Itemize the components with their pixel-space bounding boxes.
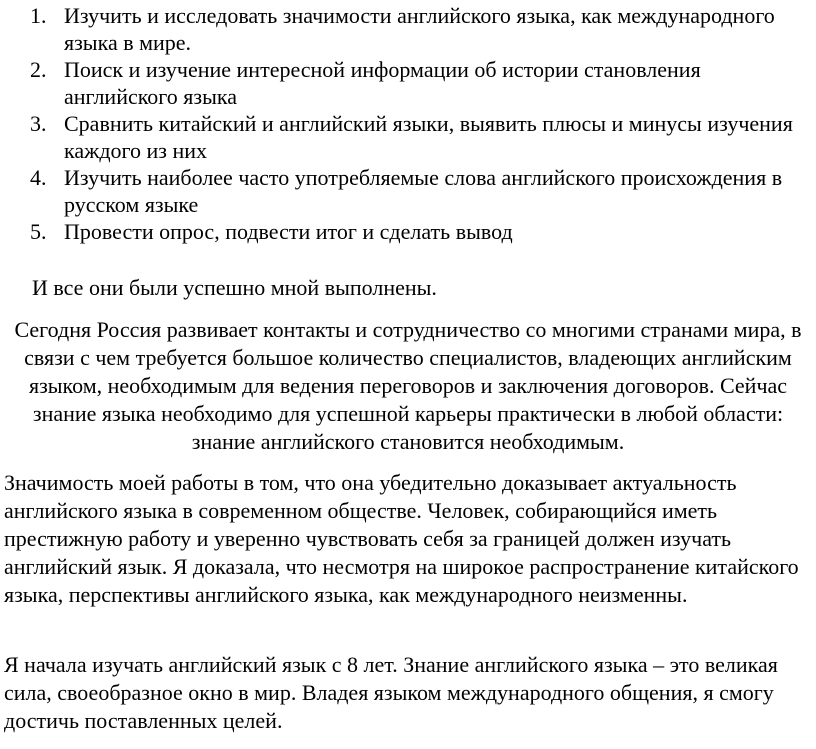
list-item	[30, 164, 810, 218]
list-item-text: Поиск и изучение интересной информации об истории становления английского языка	[64, 57, 701, 109]
paragraph-personal-motivation: Я начала изучать английский язык с 8 лет. Знание английского языка – это великая сила, своеобразное окно в мир. Владея языком международного общения, я смогу достичь поставленных целей.	[4, 652, 778, 733]
paragraph-russia-contacts: Сегодня Россия развивает контакты и сотрудничество со многими странами мира, в связи с чем требуется большое количество специалистов, владеющих английским языком, необходимым для ведения переговоров и заключения договоров. Сейчас знание языка необходимо для успешной карьеры практически в любой области: знание английского становится необходимым.	[14, 317, 802, 454]
list-item-text: Сравнить китайский и английский языки, выявить плюсы и минусы изучения каждого из них	[64, 111, 793, 163]
list-item-number: 2.	[30, 57, 47, 82]
list-item	[30, 110, 810, 164]
list-item-number: 5.	[30, 219, 47, 244]
goals-list	[30, 2, 810, 245]
list-item-number: 4.	[30, 165, 47, 190]
list-item-text: Провести опрос, подвести итог и сделать вывод	[64, 219, 513, 244]
list-item-number: 1.	[30, 3, 47, 28]
list-item-text: Изучить и исследовать значимости английского языка, как международного языка в мире.	[64, 3, 775, 55]
list-item	[30, 218, 810, 245]
list-item	[30, 2, 810, 56]
list-item	[30, 56, 810, 110]
paragraph-work-significance: Значимость моей работы в том, что она убедительно доказывает актуальность английского языка в современном обществе. Человек, собирающийся иметь престижную работу и уверенно чувствовать себя за границей должен изучать английский язык. Я доказала, что несмотря на широкое распространение китайского языка, перспективы английского языка, как международного неизменны.	[4, 470, 799, 607]
list-item-number: 3.	[30, 111, 47, 136]
goals-completed-statement: И все они были успешно мной выполнены.	[32, 275, 437, 300]
list-item-text: Изучить наиболее часто употребляемые слова английского происхождения в русском языке	[64, 165, 783, 217]
